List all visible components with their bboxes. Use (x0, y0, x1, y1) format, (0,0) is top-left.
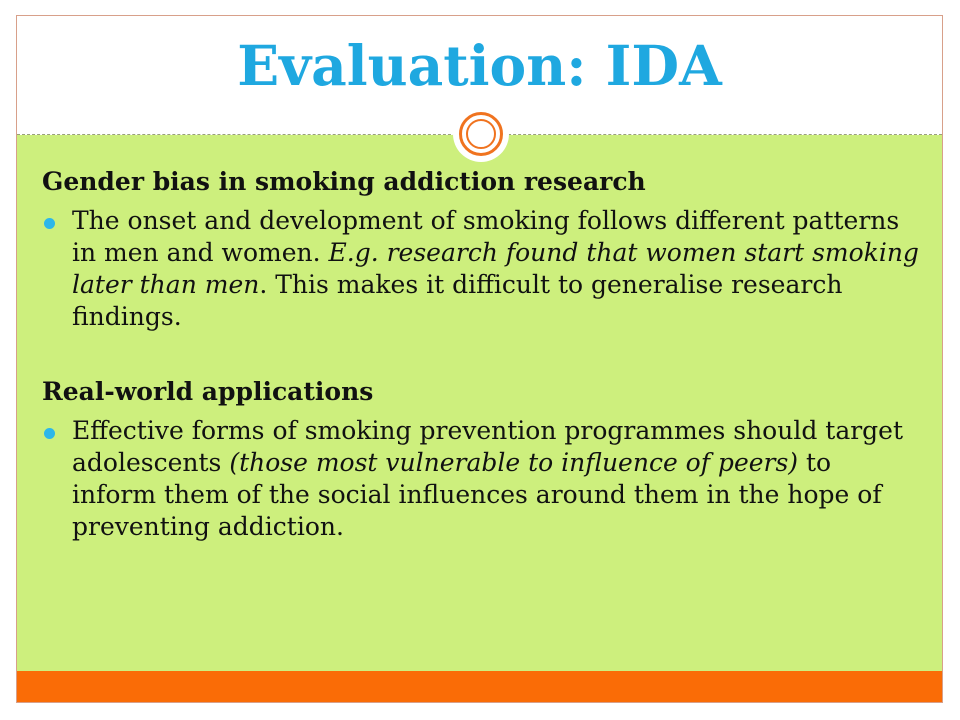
bullet-dot-icon (44, 218, 55, 229)
bullet-text-part: The onset and development of smoking follows different patterns in men and women. (72, 206, 900, 267)
section-gender-bias (42, 165, 922, 333)
bullet-text-example: E.g. research found that women start smoking later than men (72, 238, 919, 299)
footer-bar (17, 671, 942, 702)
bullet-text-aside: (those most vulnerable to influence of peers) (229, 448, 799, 477)
bullet-text (72, 415, 922, 543)
bullet-item (42, 415, 922, 543)
bullet-text-part: Effective forms of smoking prevention programmes should target adolescents (72, 416, 904, 477)
bullet-text (72, 205, 922, 333)
bullet-dot-icon (44, 428, 55, 439)
circle-ornament-inner (466, 119, 496, 149)
section-heading: Gender bias in smoking addiction research (42, 167, 646, 196)
bullet-text-part: . This makes it difficult to generalise research findings. (72, 270, 843, 331)
bullet-item (42, 205, 922, 333)
bullet-text-part: to inform them of the social influences around them in the hope of preventing addiction. (72, 448, 882, 541)
slide-title: Evaluation: IDA (237, 33, 722, 98)
section-heading: Real-world applications (42, 377, 374, 406)
slide-body (42, 165, 922, 543)
section-real-world (42, 375, 922, 543)
